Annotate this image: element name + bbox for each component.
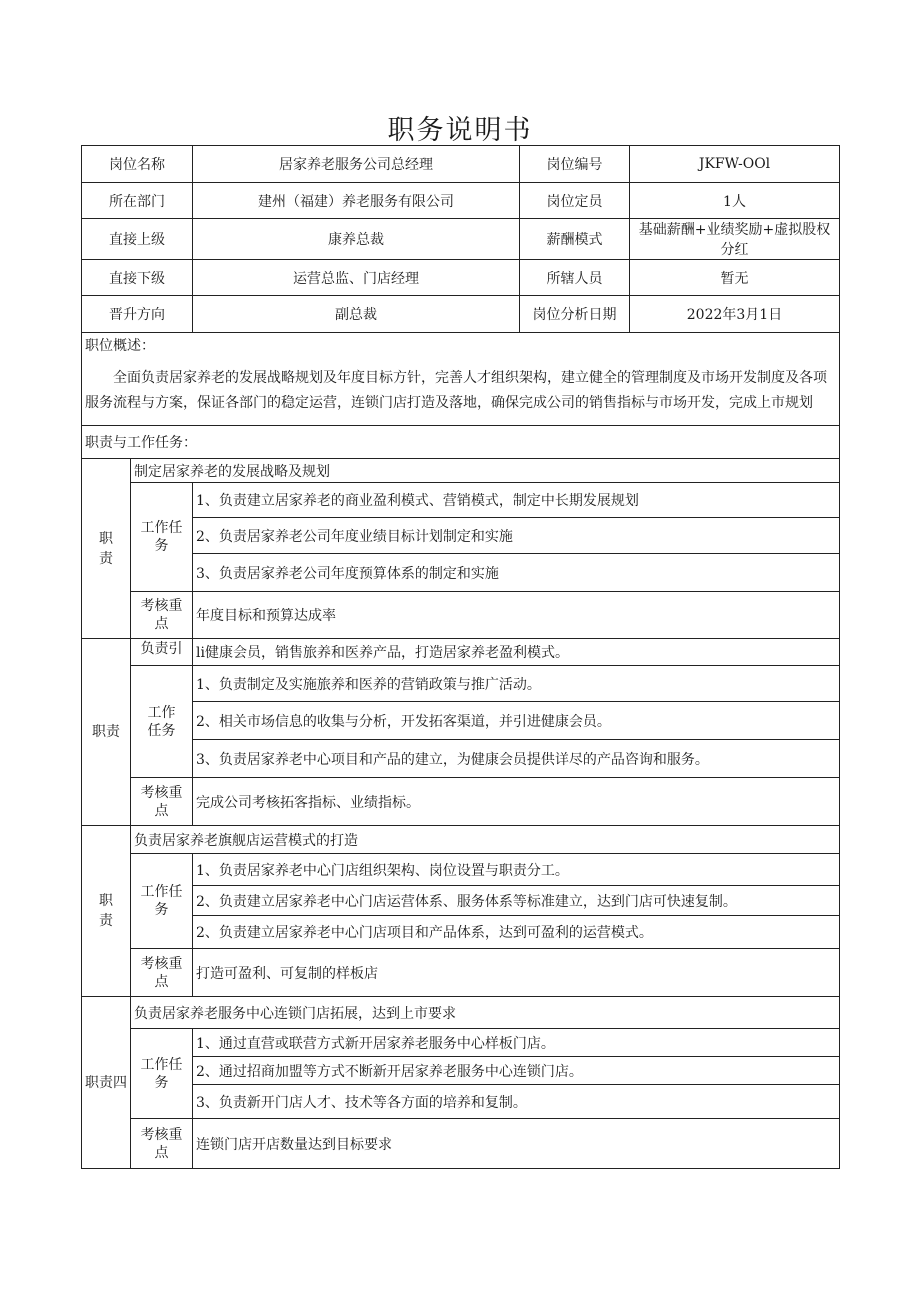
duty-task-row	[82, 916, 840, 949]
duty-summary-row	[82, 459, 840, 483]
summary-text: 全面负责居家养老的发展战略规划及年度目标方针，完善人才组织架构，建立健全的管理制度及市场开发制度及各项服务流程与方案，保证各部门的稳定运营，连锁门店打造及落地，确保完成公司的销售指标与市场开发，完成上市规划	[82, 358, 840, 426]
duty-kpi-row	[82, 1119, 840, 1169]
duty-task-row	[82, 554, 840, 592]
summary-body-row	[82, 358, 840, 426]
document-title: 职务说明书	[387, 115, 533, 146]
duty-task-row	[82, 483, 840, 518]
duty-summary-row	[82, 826, 840, 854]
basic-row	[82, 183, 840, 219]
kpi-label: 考核重点	[131, 1119, 193, 1169]
duty-summary: 负责居家养老服务中心连锁门店拓展，达到上市要求	[131, 997, 840, 1029]
duty-task-row	[82, 1057, 840, 1085]
field-label: 岗位编号	[520, 146, 630, 183]
duty-kpi-row	[82, 949, 840, 997]
duty-summary-row	[82, 639, 840, 666]
kpi-label: 考核重点	[131, 592, 193, 639]
field-value: 基础薪酬+业绩奖励+虚拟股权分红	[630, 219, 840, 260]
task-item: 2、通过招商加盟等方式不断新开居家养老服务中心连锁门店。	[193, 1057, 840, 1085]
task-item: 2、负责居家养老公司年度业绩目标计划制定和实施	[193, 518, 840, 554]
task-item: 1、负责建立居家养老的商业盈利模式、营销模式，制定中长期发展规划	[193, 483, 840, 518]
duty-kpi-row	[82, 778, 840, 826]
kpi-value: 完成公司考核拓客指标、业绩指标。	[193, 778, 840, 826]
duty-kpi-row	[82, 592, 840, 639]
summary-heading: 职位概述：	[82, 333, 840, 358]
duty-summary: 负责居家养老旗舰店运营模式的打造	[131, 826, 840, 854]
task-item: 1、负责制定及实施旅养和医养的营销政策与推广活动。	[193, 666, 840, 702]
task-item: 2、负责建立居家养老中心门店运营体系、服务体系等标准建立，达到门店可快速复制。	[193, 886, 840, 916]
kpi-value: 打造可盈利、可复制的样板店	[193, 949, 840, 997]
field-value: 康养总裁	[193, 219, 520, 260]
field-label: 直接上级	[82, 219, 193, 260]
task-item: 2、相关市场信息的收集与分析，开发拓客渠道，并引进健康会员。	[193, 702, 840, 740]
field-value: 副总裁	[193, 296, 520, 333]
duty-task-row	[82, 666, 840, 702]
field-value: 运营总监、门店经理	[193, 260, 520, 296]
task-label: 工作任务	[131, 483, 193, 592]
field-label: 岗位分析日期	[520, 296, 630, 333]
task-label: 工作任务	[131, 666, 193, 778]
job-description-table	[81, 145, 840, 1169]
duty-task-row	[82, 1029, 840, 1057]
kpi-label: 考核重点	[131, 949, 193, 997]
duty-task-row	[82, 518, 840, 554]
task-label: 工作任务	[131, 854, 193, 949]
field-label: 薪酬模式	[520, 219, 630, 260]
field-label: 岗位名称	[82, 146, 193, 183]
field-value: 居家养老服务公司总经理	[193, 146, 520, 183]
kpi-value: 年度目标和预算达成率	[193, 592, 840, 639]
duty-summary-row	[82, 997, 840, 1029]
duty-summary-label: 负责引	[131, 639, 193, 666]
duty-label: 职责	[82, 639, 131, 826]
task-label: 工作任务	[131, 1029, 193, 1119]
duty-label: 职责	[82, 459, 131, 639]
duties-heading-row	[82, 426, 840, 459]
duty-label: 职责四	[82, 997, 131, 1169]
task-item: 3、负责居家养老公司年度预算体系的制定和实施	[193, 554, 840, 592]
field-label: 岗位定员	[520, 183, 630, 219]
task-item: 3、负责居家养老中心项目和产品的建立，为健康会员提供详尽的产品咨询和服务。	[193, 740, 840, 778]
duty-task-row	[82, 702, 840, 740]
field-value: 1人	[630, 183, 840, 219]
field-value: 暂无	[630, 260, 840, 296]
basic-row	[82, 146, 840, 183]
summary-heading-row	[82, 333, 840, 358]
task-item: 1、通过直营或联营方式新开居家养老服务中心样板门店。	[193, 1029, 840, 1057]
basic-row	[82, 260, 840, 296]
duty-label: 职责	[82, 826, 131, 997]
task-item: 1、负责居家养老中心门店组织架构、岗位设置与职责分工。	[193, 854, 840, 886]
duty-task-row	[82, 854, 840, 886]
field-value: 2022年3月1日	[630, 296, 840, 333]
field-label: 晋升方向	[82, 296, 193, 333]
duty-task-row	[82, 740, 840, 778]
duties-heading: 职责与工作任务：	[82, 426, 840, 459]
field-label: 所在部门	[82, 183, 193, 219]
duty-summary: li健康会员，销售旅养和医养产品，打造居家养老盈利模式。	[193, 639, 840, 666]
basic-row	[82, 219, 840, 260]
kpi-value: 连锁门店开店数量达到目标要求	[193, 1119, 840, 1169]
duty-task-row	[82, 1085, 840, 1119]
task-item: 3、负责新开门店人才、技术等各方面的培养和复制。	[193, 1085, 840, 1119]
field-label: 直接下级	[82, 260, 193, 296]
field-value: JKFW-OOl	[630, 146, 840, 183]
task-item: 2、负责建立居家养老中心门店项目和产品体系，达到可盈利的运营模式。	[193, 916, 840, 949]
duty-task-row	[82, 886, 840, 916]
duty-summary: 制定居家养老的发展战略及规划	[131, 459, 840, 483]
field-value: 建州（福建）养老服务有限公司	[193, 183, 520, 219]
kpi-label: 考核重点	[131, 778, 193, 826]
field-label: 所辖人员	[520, 260, 630, 296]
basic-row	[82, 296, 840, 333]
